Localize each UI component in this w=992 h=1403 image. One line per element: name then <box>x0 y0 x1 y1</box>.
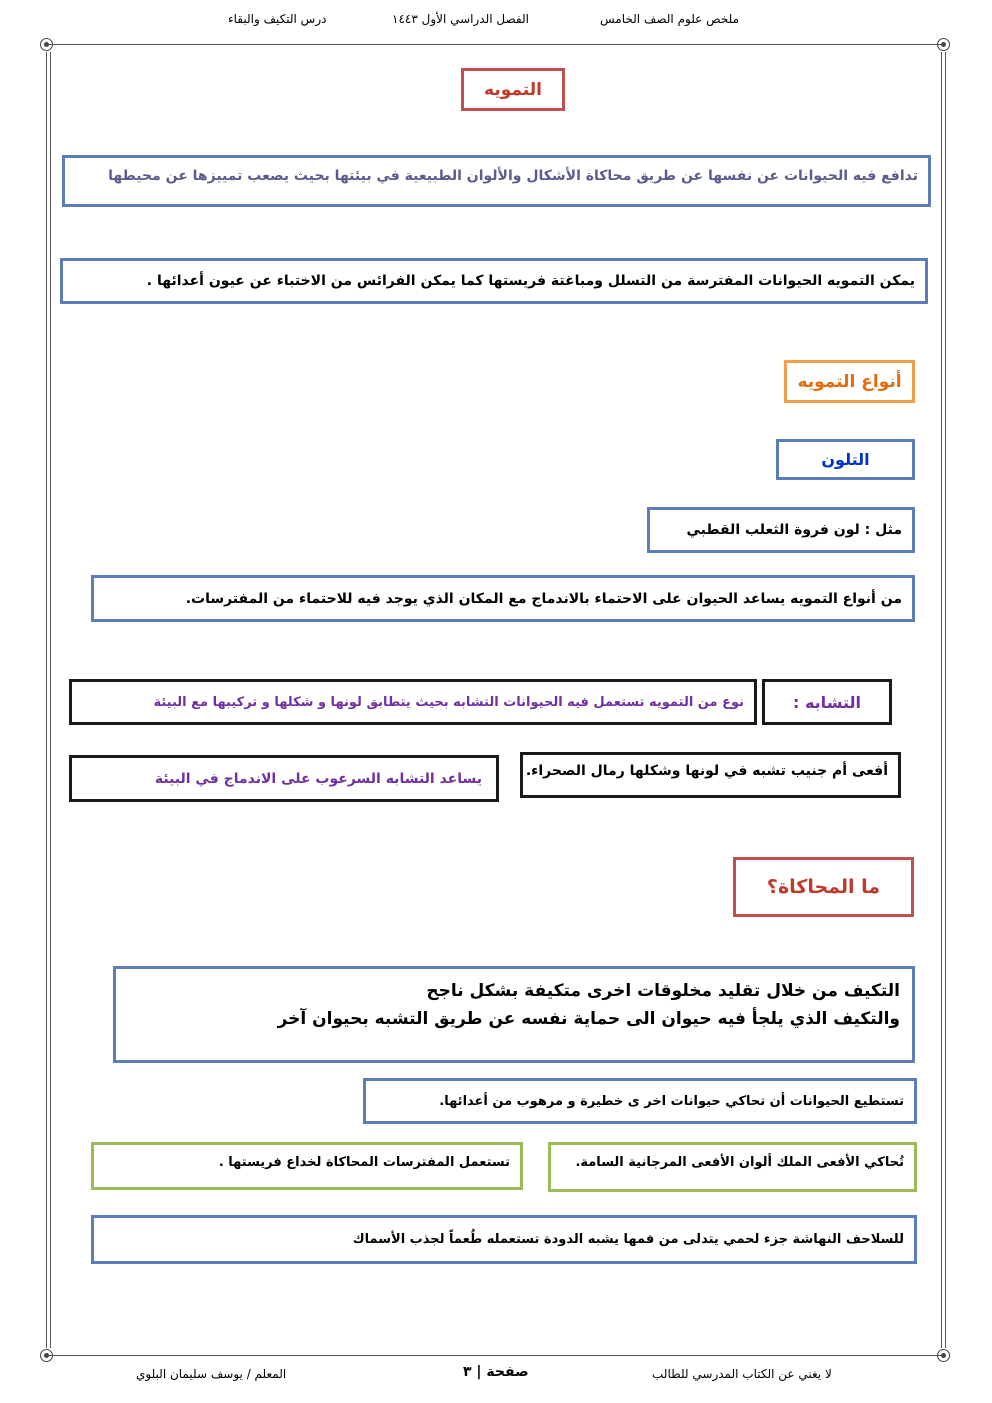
mimicry-turtle: للسلاحف النهاشة جزء لحمي يتدلى من فمها يشبه الدودة تستعمله طُعماً لجذب الأسماك <box>91 1215 917 1264</box>
corner-ornament-icon <box>40 38 53 51</box>
mimicry-title: ما المحاكاة؟ <box>733 857 914 917</box>
camouflage-title: التمويه <box>461 68 565 111</box>
page-border-right-inner <box>945 52 946 1348</box>
header-semester: الفصل الدراسي الأول ١٤٤٣ <box>392 12 529 26</box>
camouflage-definition: تدافع فيه الحيوانات عن نفسها عن طريق محاكاة الأشكال والألوان الطبيعية في بيئتها بحيث يصعب تمييزها عن محيطها <box>62 155 931 207</box>
mimicry-definition-line-2: والتكيف الذي يلجأ فيه حيوان الى حماية نفسه عن طريق التشبه بحيوان آخر <box>277 1009 900 1029</box>
page-border-bottom <box>48 1355 944 1356</box>
mimicry-snake: تُحاكي الأفعى الملك ألوان الأفعى المرجانية السامة. <box>548 1142 917 1192</box>
footer-page-number: صفحة | ٣ <box>463 1364 529 1380</box>
corner-ornament-icon <box>40 1349 53 1362</box>
page-border-top <box>48 44 944 45</box>
mimicry-predators: تستعمل المفترسات المحاكاة لخداع فريستها . <box>91 1142 523 1190</box>
coloration-title: التلون <box>776 439 915 480</box>
coloration-description: من أنواع التمويه يساعد الحيوان على الاحتماء بالاندماج مع المكان الذي يوجد فيه للاحتماء من المفترسات. <box>91 575 915 622</box>
resemblance-example-viper: أفعى أم جنيب تشبه في لونها وشكلها رمال الصحراء. <box>520 752 901 798</box>
corner-ornament-icon <box>937 38 950 51</box>
coloration-example: مثل : لون فروة الثعلب القطبي <box>647 507 915 553</box>
header-lesson: درس التكيف والبقاء <box>228 12 327 26</box>
mimicry-definition-line-1: التكيف من خلال تقليد مخلوقات اخرى متكيفة بشكل ناجح <box>426 981 900 1001</box>
resemblance-label: التشابه : <box>762 679 892 725</box>
footer-teacher: المعلم / يوسف سليمان البلوي <box>136 1367 287 1381</box>
types-title: أنواع التمويه <box>784 360 915 403</box>
header-summary: ملخص علوم الصف الخامس <box>600 12 739 26</box>
page-border-right <box>941 52 942 1348</box>
footer-note: لا يغني عن الكتاب المدرسي للطالب <box>652 1367 832 1381</box>
resemblance-example-lizard: يساعد التشابه السرعوب على الاندماج في البيئة <box>69 755 499 802</box>
mimicry-ability: تستطيع الحيوانات أن تحاكي حيوانات اخر ى خطيرة و مرهوب من أعدائها. <box>363 1078 917 1124</box>
page-border-left-inner <box>50 52 51 1348</box>
mimicry-definition-box <box>113 966 915 1063</box>
corner-ornament-icon <box>937 1349 950 1362</box>
resemblance-definition: نوع من التمويه تستعمل فيه الحيوانات التشابه بحيث يتطابق لونها و شكلها و تركيبها مع البيئة <box>69 679 757 725</box>
page-border-left <box>46 52 47 1348</box>
camouflage-benefit: يمكن التمويه الحيوانات المفترسة من التسلل ومباغتة فريستها كما يمكن الفرائس من الاختباء عن عيون أعدائها . <box>60 258 928 304</box>
